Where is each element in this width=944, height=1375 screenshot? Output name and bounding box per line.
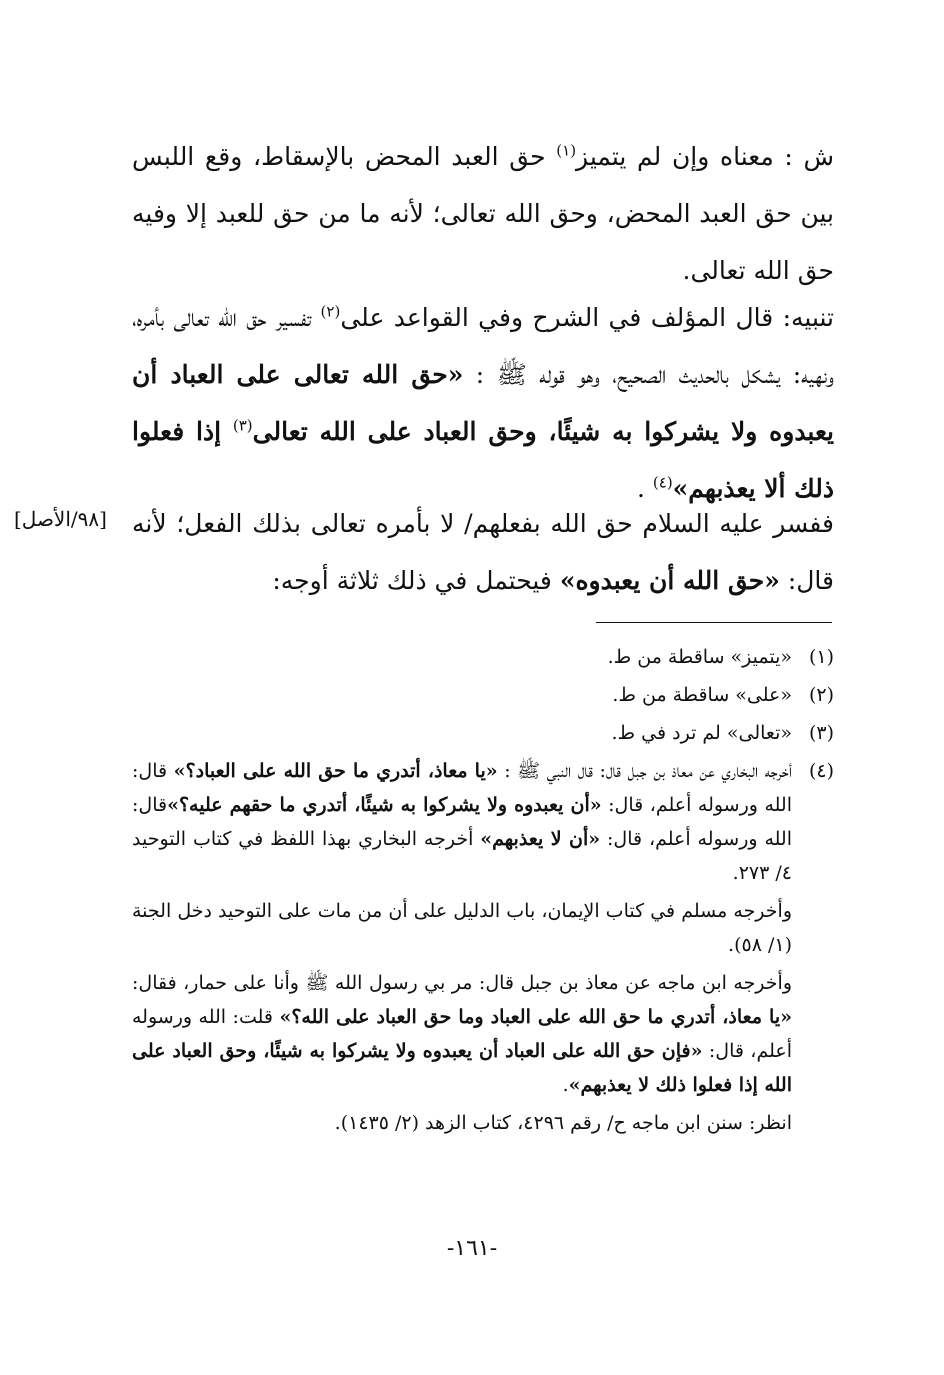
note-text: تنبيه: قال المؤلف في الشرح وفي القواعد على (340, 303, 834, 332)
footnote-hadith: «أن لا يعذبهم» (480, 828, 601, 850)
paragraph-note (132, 289, 862, 517)
paragraph-commentary (132, 128, 862, 299)
page-number: -١٦١- (446, 1236, 498, 1261)
footnote-number: (١) (808, 646, 834, 668)
footnote-hadith: «يا معاذ، أتدري ما حق الله على العباد وما حق العباد على الله؟» (279, 1006, 793, 1028)
footnote-ref-3[interactable]: (٣) (232, 416, 253, 435)
footnote-2 (132, 678, 834, 712)
hadith-quote-end: إذا فعلوا ذلك ألا يعذبهم» (132, 417, 834, 503)
footnote-text: قال: الله ورسوله أعلم، قال: (132, 760, 792, 816)
footnote-text: أخرجه البخاري عن معاذ بن جبل قال: قال النبي ﷺ : (497, 760, 792, 782)
footnotes-section (132, 640, 834, 1144)
footnote-4 (132, 754, 834, 1140)
footnote-number: (٤) (808, 760, 834, 782)
footnote-text: . (562, 1074, 569, 1096)
footnote-text: «تعالى» لم ترد في ط. (611, 722, 792, 744)
footnote-text: «يتميز» ساقطة من ط. (607, 646, 792, 668)
explanation-text-end: فيحتمل في ذلك ثلاثة أوجه: (272, 566, 560, 595)
footnote-text: قال: الله ورسوله أعلم، قال: (132, 794, 792, 850)
paragraph-commentary-text: ش : معناه وإن لم يتميز (576, 142, 835, 171)
margin-manuscript-ref: [٩٨/الأصل] (14, 507, 107, 531)
footnote-ref-4[interactable]: (٤) (652, 473, 673, 492)
footnote-ref-1[interactable]: (١) (556, 141, 577, 160)
footnote-4-reference: انظر: سنن ابن ماجه ح/ رقم ٤٢٩٦، كتاب الزهد (٢/ ١٤٣٥). (334, 1112, 792, 1134)
footnote-hadith: «يا معاذ، أتدري ما حق الله على العباد؟» (173, 760, 498, 782)
hadith-quote: «حق الله تعالى على العباد أن يعبدوه ولا يشركوا به شيئًا، وحق العباد على الله تعالى (132, 360, 834, 446)
footnote-3 (132, 716, 834, 750)
footnote-1 (132, 640, 834, 674)
note-text-mid: تفسير حق الله تعالى بأمره، ونهيه: يشكل بالحديث الصحيح، وهو قوله ﷺ : (132, 303, 834, 389)
footnote-text: «على» ساقطة من ط. (612, 684, 792, 706)
footnote-text: وأخرجه ابن ماجه عن معاذ بن جبل قال: مر بي رسول الله ﷺ وأنا على حمار، فقال: (132, 972, 792, 994)
footnote-text: قلت: الله ورسوله أعلم، قال: (132, 1006, 792, 1062)
footnote-number: (٣) (808, 722, 834, 744)
footnote-4-ibn-majah (132, 966, 792, 1102)
explanation-quote: «حق الله أن يعبدوه» (559, 566, 780, 595)
paragraph-explanation (132, 495, 862, 609)
footnote-separator (596, 622, 832, 623)
footnote-4-muslim: وأخرجه مسلم في كتاب الإيمان، باب الدليل على أن من مات على التوحيد دخل الجنة (١/ ٥٨). (132, 900, 792, 956)
footnote-text: أخرجه البخاري بهذا اللفظ في كتاب التوحيد ٤/ ٢٧٣. (132, 828, 792, 884)
paragraph-commentary-text-cont: حق العبد المحض بالإسقاط، وقع اللبس بين حق العبد المحض، وحق الله تعالى؛ لأنه ما من حق للعبد إلا وفيه حق الله تعالى. (132, 142, 834, 285)
explanation-text: ففسر عليه السلام حق الله بفعلهم/ لا بأمره تعالى بذلك الفعل؛ لأنه قال: (132, 509, 834, 595)
note-text-end: . (636, 474, 653, 503)
footnote-hadith: «أن يعبدوه ولا يشركوا به شيئًا، أتدري ما حقهم عليه؟» (167, 794, 602, 816)
footnote-ref-2[interactable]: (٢) (320, 302, 341, 321)
footnote-number: (٢) (808, 684, 834, 706)
footnote-hadith: «فإن حق الله على العباد أن يعبدوه ولا يشركوا به شيئًا، وحق العباد على الله إذا فعلوا ذلك لا يعذبهم» (132, 1040, 792, 1096)
footnote-4-bukhari (132, 754, 792, 890)
